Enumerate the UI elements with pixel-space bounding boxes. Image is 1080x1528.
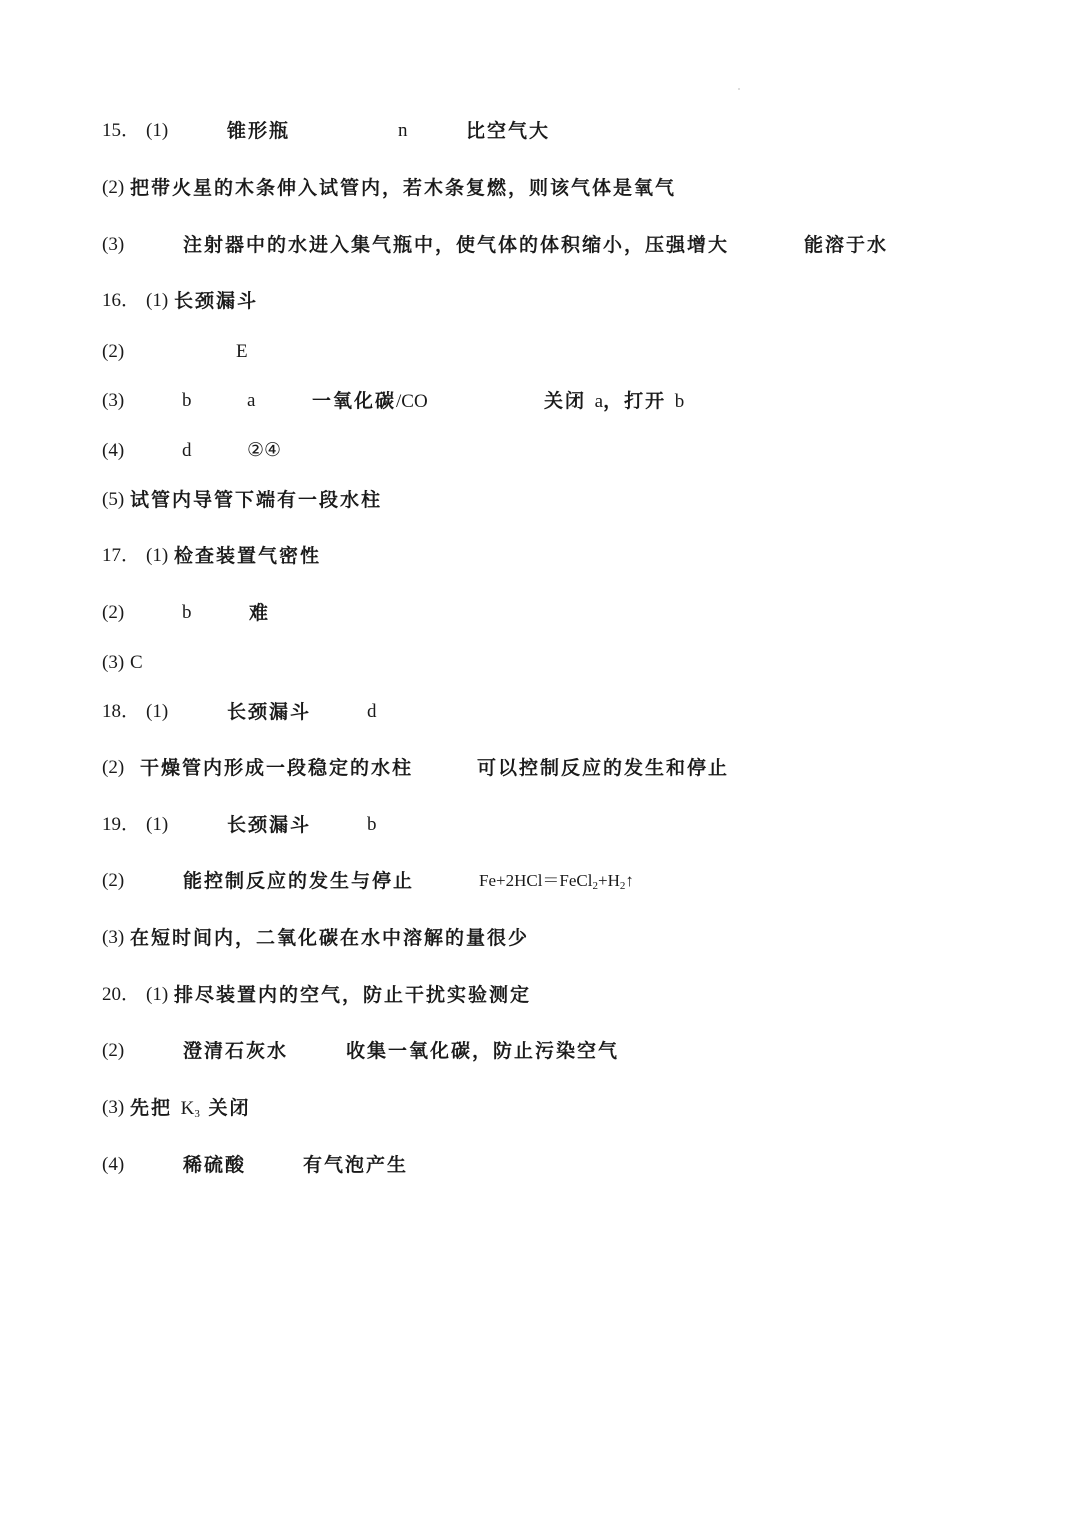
q18-p1-label: (1) <box>146 701 169 722</box>
q19-p2-equation-mid: +H <box>598 871 620 890</box>
q20-p3-answer-post: 关闭 <box>199 1097 251 1119</box>
q20-p2-answer-2: 收集一氧化碳，防止污染空气 <box>346 1040 620 1062</box>
q16-p3-answer-3-cn: 一氧化碳 <box>312 390 397 412</box>
q17-p1-label: (1) <box>146 545 169 566</box>
q19-p2-equation <box>479 866 634 896</box>
q16-p4-answer-1: d <box>182 440 192 461</box>
q17-number: 17． <box>102 545 141 566</box>
q19-p2-equation-main: Fe+2HCl＝FeCl <box>479 871 593 890</box>
q15-p3-answer-2: 能溶于水 <box>804 234 889 256</box>
q20-p1-label: (1) <box>146 984 169 1005</box>
q16-p3-answer-2: a <box>247 390 256 411</box>
q20-p2-answer-1: 澄清石灰水 <box>183 1040 289 1062</box>
q19-number: 19． <box>102 814 141 835</box>
q18-p1-answer-2: d <box>367 701 377 722</box>
q20-p2-label: (2) <box>102 1040 125 1061</box>
q20-number: 20． <box>102 984 141 1005</box>
q18-number: 18． <box>102 701 141 722</box>
q15-number: 15． <box>102 120 141 141</box>
q15-p3-answer-1: 注射器中的水进入集气瓶中，使气体的体积缩小，压强增大 <box>183 234 730 256</box>
q15-p1-answer-3: 比空气大 <box>466 120 551 142</box>
q16-p3-answer-4-cn-1: 关闭 <box>544 390 595 412</box>
q15-p1-answer-1: 锥形瓶 <box>227 120 291 142</box>
q16-p5-answer: 试管内导管下端有一段水柱 <box>130 489 383 511</box>
q16-p2-answer: E <box>236 341 248 362</box>
q16-p3-answer-4-lat-1: a <box>594 391 604 412</box>
q20-p3-answer-pre: 先把 <box>130 1097 181 1119</box>
q15-p3-label: (3) <box>102 234 125 255</box>
q16-p3-answer-3 <box>312 386 428 417</box>
q18-p2-answer-1: 干燥管内形成一段稳定的水柱 <box>140 757 414 779</box>
q17-p2-answer-1: b <box>182 602 192 623</box>
q20-p4-answer-2: 有气泡产生 <box>303 1154 409 1176</box>
q15-p1-answer-2: n <box>398 120 408 141</box>
q19-p2-equation-sub-2: 2 <box>619 880 626 892</box>
q19-p1-label: (1) <box>146 814 169 835</box>
q20-p3-label: (3) <box>102 1097 125 1118</box>
q16-p4-answer-2: ②④ <box>247 440 282 461</box>
q16-number: 16． <box>102 290 141 311</box>
q15-p1-label: (1) <box>146 120 169 141</box>
q16-p2-label: (2) <box>102 341 125 362</box>
q19-p2-label: (2) <box>102 870 125 891</box>
q20-p4-label: (4) <box>102 1154 125 1175</box>
q19-p2-answer-1: 能控制反应的发生与停止 <box>183 870 415 892</box>
q19-p3-label: (3) <box>102 927 125 948</box>
q17-p3-answer: C <box>130 652 143 673</box>
q20-p1-answer: 排尽装置内的空气，防止干扰实验测定 <box>174 984 532 1006</box>
q16-p3-answer-1: b <box>182 390 192 411</box>
scan-speck <box>738 88 740 90</box>
q16-p3-answer-4 <box>544 386 684 417</box>
q17-p1-answer: 检查装置气密性 <box>174 545 322 567</box>
q16-p3-answer-3-formula: /CO <box>396 391 428 412</box>
q17-p3-label: (3) <box>102 652 125 673</box>
q17-p2-label: (2) <box>102 602 125 623</box>
q18-p2-answer-2: 可以控制反应的发生和停止 <box>477 757 730 779</box>
q16-p1-label: (1) <box>146 290 169 311</box>
q20-p3-k-sub: 3 <box>194 1108 200 1120</box>
q16-p3-label: (3) <box>102 390 125 411</box>
q19-p2-gas-arrow: ↑ <box>625 871 634 890</box>
q19-p1-answer-2: b <box>367 814 377 835</box>
q18-p2-label: (2) <box>102 757 125 778</box>
q19-p3-answer: 在短时间内，二氧化碳在水中溶解的量很少 <box>130 927 530 949</box>
q15-p2-answer: 把带火星的木条伸入试管内，若木条复燃，则该气体是氧气 <box>130 177 677 199</box>
q15-p2-label: (2) <box>102 177 125 198</box>
q17-p2-answer-2: 难 <box>249 602 271 624</box>
q18-p1-answer-1: 长颈漏斗 <box>227 701 312 723</box>
q16-p5-label: (5) <box>102 489 125 510</box>
q16-p3-answer-4-lat-2: b <box>674 391 685 412</box>
q20-p4-answer-1: 稀硫酸 <box>183 1154 247 1176</box>
q16-p3-answer-4-cn-2: ，打开 <box>603 390 675 412</box>
q16-p4-label: (4) <box>102 440 125 461</box>
q16-p1-answer: 长颈漏斗 <box>174 290 259 312</box>
q20-p3-k: K <box>180 1098 195 1119</box>
q20-p3-answer <box>130 1093 250 1124</box>
q19-p2-equation-sub-1: 2 <box>592 880 598 892</box>
q19-p1-answer-1: 长颈漏斗 <box>227 814 312 836</box>
